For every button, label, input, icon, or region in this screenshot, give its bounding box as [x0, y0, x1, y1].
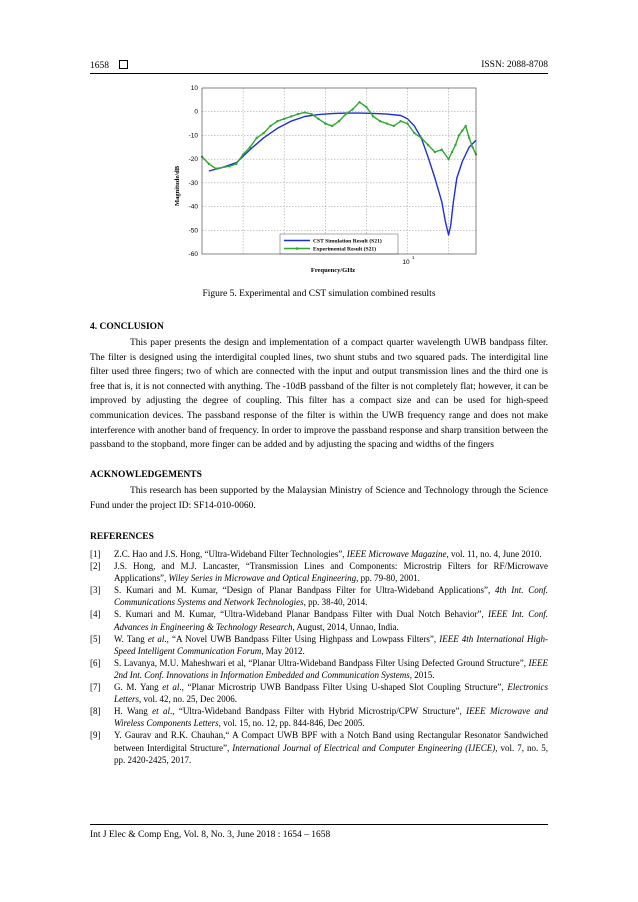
y-tick-label: -50: [188, 227, 198, 235]
data-point-experimental: [465, 125, 467, 127]
data-point-experimental: [276, 120, 278, 122]
data-point-experimental: [434, 151, 436, 153]
y-tick-label: 10: [190, 85, 198, 92]
y-axis-label: Magnitude/dB: [174, 165, 181, 207]
data-point-experimental: [331, 125, 333, 127]
footer-rule: [90, 824, 548, 825]
reference-item: [9] Y. Gaurav and R.K. Chauhan,“ A Compact UWB BPF with a Notch Band using Rectangular Resonator Sandwiched between Interdigital Structure”, International Journal of Electrical and Computer Engineering (IJECE), vol. 7, no. 5, pp. 2420-2425, 2017.: [90, 730, 548, 765]
x-tick-label: 10: [402, 259, 410, 266]
legend-label-cst: CST Simulation Result (S21): [313, 238, 382, 245]
y-tick-label: -60: [188, 251, 198, 258]
data-point-experimental: [249, 146, 251, 148]
s21-magnitude-chart: [168, 78, 478, 278]
x-axis-label: Frequency/GHz: [310, 267, 356, 274]
data-point-experimental: [393, 125, 395, 127]
reference-item: [4] S. Kumari and M. Kumar, “Ultra-Wideband Planar Bandpass Filter with Dual Notch Behavior”, IEEE Int. Conf. Advances in Engineering & Technology Research, August, 2014, Unnao, India.: [90, 609, 548, 632]
data-point-experimental: [235, 163, 237, 165]
references-heading: REFERENCES: [90, 532, 154, 542]
series-line-cst: [209, 113, 476, 235]
reference-list: [90, 548, 548, 766]
data-point-experimental: [365, 106, 367, 108]
data-point-experimental: [215, 167, 217, 169]
data-point-experimental: [386, 122, 388, 124]
y-tick-labels: [189, 85, 199, 258]
data-point-experimental: [379, 120, 381, 122]
data-point-experimental: [290, 115, 292, 117]
reference-item: [6] S. Lavanya, M.U. Maheshwari et al, “Planar Ultra-Wideband Bandpass Filter Using Defected Ground Structure”, IEEE 2nd Int. Conf. Innovations in Information Embedded and Communication Systems, 2015.: [90, 657, 548, 680]
data-point-experimental: [427, 144, 429, 146]
data-point-experimental: [406, 122, 408, 124]
journal-issn: ISSN: 2088-8708: [481, 60, 548, 70]
acknowledgements-paragraph: This research has been supported by the Malaysian Ministry of Science and Technology through the Science Fund under the project ID: SF14-010-0060.: [90, 486, 548, 511]
reference-item: [2] J.S. Hong, and M.J. Lancaster, “Transmission Lines and Components: Microstrip Filters for RF/Microwave Applications”, Wiley Series in Microwave and Optical Engineering, pp. 79-80, 2001.: [90, 561, 548, 584]
chart-legend: [280, 234, 398, 254]
page-number: 1658: [90, 60, 128, 71]
x-tick-exponent: 1: [412, 255, 415, 260]
legend-label-experimental: Experimental Result (S21): [313, 246, 377, 253]
y-tick-label: -40: [188, 203, 198, 211]
data-point-experimental: [345, 113, 347, 115]
data-point-experimental: [358, 101, 360, 103]
y-tick-label: -10: [188, 132, 198, 140]
data-point-experimental: [454, 144, 456, 146]
figure-caption: Figure 5. Experimental and CST simulation combined results: [202, 289, 436, 299]
data-point-experimental: [242, 153, 244, 155]
chart-series: [201, 101, 477, 235]
y-tick-label: 0: [194, 108, 198, 116]
data-point-experimental: [338, 120, 340, 122]
data-point-experimental: [372, 115, 374, 117]
data-point-experimental: [208, 163, 210, 165]
legend-marker-experimental: [296, 247, 299, 250]
reference-item: [8] H. Wang et al., “Ultra-Wideband Bandpass Filter with Hybrid Microstrip/CPW Structure”, IEEE Microwave and Wireless Components Letters, vol. 15, no. 12, pp. 844-846, Dec 2005.: [90, 706, 549, 729]
data-point-experimental: [297, 113, 299, 115]
data-point-experimental: [317, 118, 319, 120]
reference-item: [5] W. Tang et al., “A Novel UWB Bandpass Filter Using Highpass and Lowpass Filters”, IEEE 4th International High-Speed Intelligent Communication Forum, May 2012.: [90, 633, 548, 656]
data-point-experimental: [310, 113, 312, 115]
data-point-experimental: [451, 151, 453, 153]
data-point-experimental: [256, 137, 258, 139]
y-tick-label: -20: [188, 156, 198, 164]
data-point-experimental: [399, 120, 401, 122]
data-point-experimental: [471, 146, 473, 148]
reference-item: [1] Z.C. Hao and J.S. Hong, “Ultra-Wideband Filter Technologies”, IEEE Microwave Magazine, vol. 11, no. 4, June 2010.: [90, 549, 542, 559]
conclusion-paragraph: This paper presents the design and implementation of a compact quarter wavelength UWB bandpass filter. The filter is designed using the interdigital coupled lines, two shunt stubs and two squared pads. The interdigital line filter used three fingers; two of which are connected with the input and output transmission lines and the third one is free that is, it is not connected with anything. The -10dB passband of the filter is not completely flat; however, it can be improved by adjusting the degree of coupling. This filter has a compact size and can be used for high-speed communication devices. The passband response of the filter is within the UWB frequency range and does not make interference with another band of frequency. In order to improve the passband response and sharp transition between the passband to the stopband, more finger can be added and by adjusting the spacing and widths of the fingers: [90, 338, 548, 451]
square-bullet-icon: [119, 60, 128, 69]
header-rule: [90, 73, 548, 74]
data-point-experimental: [441, 148, 443, 150]
conclusion-heading: 4. CONCLUSION: [90, 322, 164, 332]
data-point-experimental: [262, 132, 264, 134]
data-point-experimental: [269, 125, 271, 127]
data-point-experimental: [420, 137, 422, 139]
data-point-experimental: [413, 132, 415, 134]
acknowledgements-heading: ACKNOWLEDGEMENTS: [90, 470, 202, 480]
reference-item: [3] S. Kumari and M. Kumar, “Design of Planar Bandpass Filter for Ultra-Wideband Applications”, 4th Int. Conf. Communications Systems and Network Technologies, pp. 38-40, 2014.: [90, 585, 548, 608]
data-point-experimental: [458, 134, 460, 136]
data-point-experimental: [352, 108, 354, 110]
data-point-experimental: [461, 129, 463, 131]
journal-footer: Int J Elec & Comp Eng, Vol. 8, No. 3, June 2018 : 1654 – 1658: [90, 830, 331, 840]
data-point-experimental: [447, 158, 449, 160]
data-point-experimental: [468, 137, 470, 139]
data-point-experimental: [283, 118, 285, 120]
reference-item: [7] G. M. Yang et al., “Planar Microstrip UWB Bandpass Filter Using U-shaped Slot Coupling Structure”, Electronics Letters, vol. 42, no. 25, Dec 2006.: [90, 682, 548, 705]
y-tick-label: -30: [188, 179, 198, 187]
data-point-experimental: [304, 111, 306, 113]
data-point-experimental: [324, 122, 326, 124]
data-point-experimental: [228, 165, 230, 167]
